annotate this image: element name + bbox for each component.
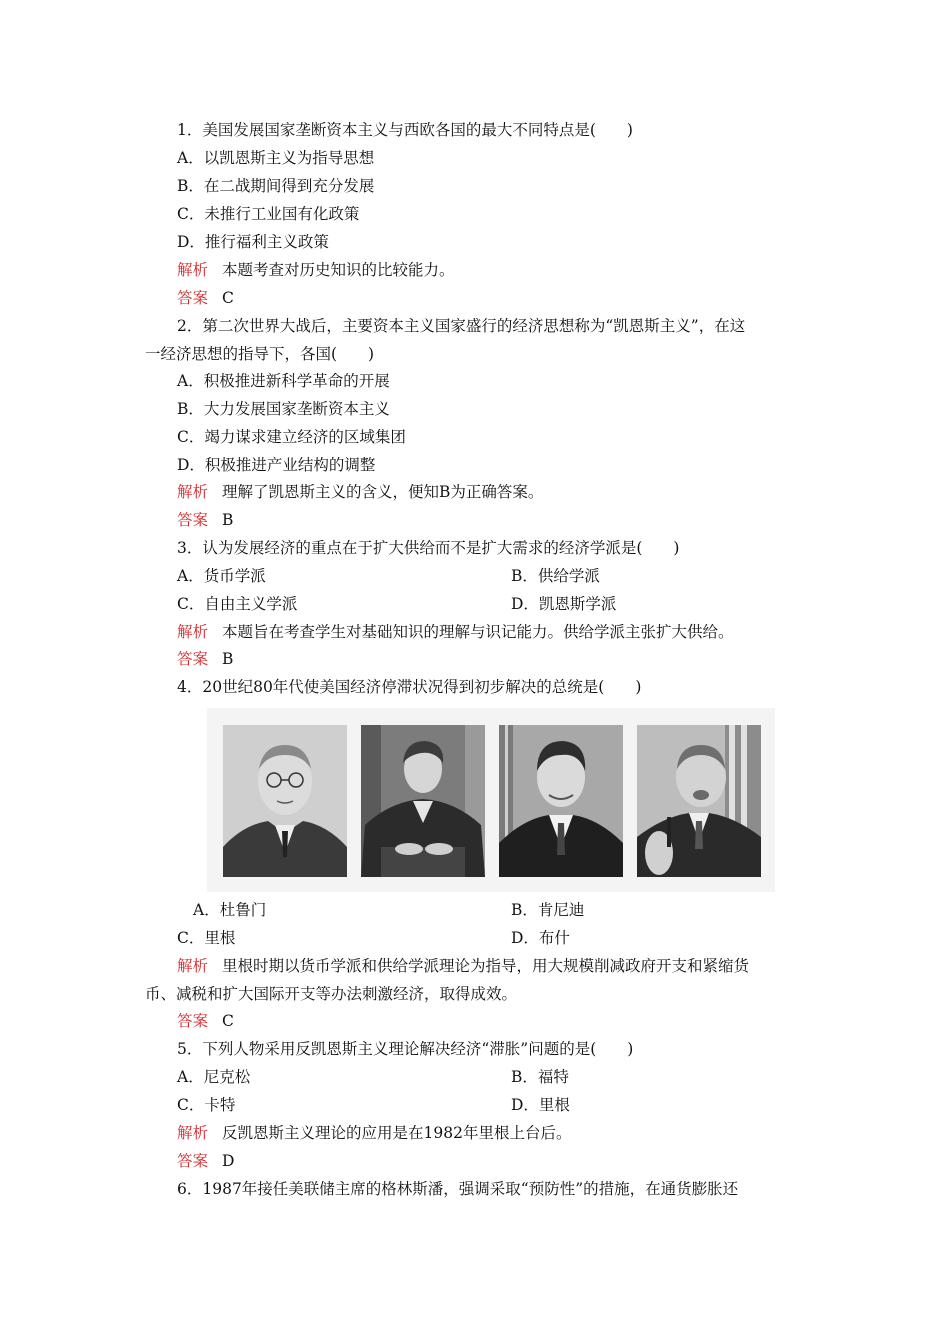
question-4-option-a: A．杜鲁门 — [193, 901, 267, 919]
question-1-option-a: A．以凯恩斯主义为指导思想 — [177, 149, 375, 167]
photo-b — [361, 725, 485, 877]
answer-value: B — [222, 511, 234, 529]
analysis-text: 反凯恩斯主义理论的应用是在1982年里根上台后。 — [222, 1124, 572, 1142]
answer-label: 答案 — [177, 511, 209, 529]
analysis-text: 理解了凯恩斯主义的含义，便知B为正确答案。 — [222, 483, 544, 501]
question-5-option-c: C．卡特 — [177, 1096, 236, 1114]
question-5-stem: 5．下列人物采用反凯恩斯主义理论解决经济“滞胀”问题的是( ) — [177, 1040, 634, 1058]
answer-label: 答案 — [177, 1152, 209, 1170]
question-5-answer — [177, 1151, 234, 1171]
answer-value: B — [222, 650, 234, 668]
photo-c — [499, 725, 623, 877]
answer-value: C — [222, 1012, 234, 1030]
question-3-option-c: C．自由主义学派 — [177, 595, 298, 613]
question-4-option-b: B．肯尼迪 — [511, 901, 585, 919]
question-1-answer — [177, 288, 234, 308]
analysis-label: 解析 — [177, 623, 209, 641]
answer-label: 答案 — [177, 650, 209, 668]
question-5-option-a: A．尼克松 — [177, 1068, 251, 1086]
question-6-stem: 6．1987年接任美联储主席的格林斯潘，强调采取“预防性”的措施，在通货膨胀还 — [177, 1180, 739, 1198]
photo-d — [637, 725, 761, 877]
question-1-option-b: B．在二战期间得到充分发展 — [177, 177, 375, 195]
answer-value: D — [222, 1152, 235, 1170]
question-3-analysis — [177, 622, 734, 642]
answer-value: C — [222, 289, 234, 307]
question-4-stem: 4．20世纪80年代使美国经济停滞状况得到初步解决的总统是( ) — [177, 678, 642, 696]
analysis-label: 解析 — [177, 483, 209, 501]
analysis-text: 本题考查对历史知识的比较能力。 — [222, 261, 455, 279]
analysis-text: 里根时期以货币学派和供给学派理论为指导，用大规模削减政府开支和紧缩货 — [222, 957, 750, 975]
question-2-stem-line1: 2．第二次世界大战后，主要资本主义国家盛行的经济思想称为“凯恩斯主义”，在这 — [177, 317, 746, 335]
question-3-option-b: B．供给学派 — [511, 567, 600, 585]
question-3-stem: 3．认为发展经济的重点在于扩大供给而不是扩大需求的经济学派是( ) — [177, 539, 680, 557]
question-5-option-d: D．里根 — [511, 1096, 570, 1114]
question-4-analysis-line1 — [177, 956, 749, 976]
analysis-text: 本题旨在考查学生对基础知识的理解与识记能力。供给学派主张扩大供给。 — [222, 623, 734, 641]
president-photos — [207, 708, 775, 892]
question-4-analysis-line2: 币、减税和扩大国际开支等办法刺激经济，取得成效。 — [145, 985, 518, 1003]
analysis-label: 解析 — [177, 261, 209, 279]
question-4-option-c: C．里根 — [177, 929, 236, 947]
question-3-option-a: A．货币学派 — [177, 567, 266, 585]
question-1-option-c: C．未推行工业国有化政策 — [177, 205, 360, 223]
question-1-option-d: D．推行福利主义政策 — [177, 233, 329, 251]
analysis-label: 解析 — [177, 1124, 209, 1142]
question-4-answer — [177, 1011, 234, 1031]
photo-a — [223, 725, 347, 877]
answer-label: 答案 — [177, 1012, 209, 1030]
question-2-option-a: A．积极推进新科学革命的开展 — [177, 372, 390, 390]
question-2-analysis — [177, 482, 543, 502]
question-2-answer — [177, 510, 233, 530]
question-2-option-d: D．积极推进产业结构的调整 — [177, 456, 376, 474]
question-3-answer — [177, 649, 233, 669]
question-4-option-d: D．布什 — [511, 929, 570, 947]
question-5-analysis — [177, 1123, 571, 1143]
answer-label: 答案 — [177, 289, 209, 307]
question-1-analysis — [177, 260, 455, 280]
question-3-option-d: D．凯恩斯学派 — [511, 595, 617, 613]
question-1-stem: 1．美国发展国家垄断资本主义与西欧各国的最大不同特点是( ) — [177, 121, 633, 139]
question-2-option-b: B．大力发展国家垄断资本主义 — [177, 400, 390, 418]
question-2-option-c: C．竭力谋求建立经济的区域集团 — [177, 428, 406, 446]
question-5-option-b: B．福特 — [511, 1068, 569, 1086]
analysis-label: 解析 — [177, 957, 209, 975]
question-2-stem-line2: 一经济思想的指导下，各国( ) — [145, 345, 375, 363]
